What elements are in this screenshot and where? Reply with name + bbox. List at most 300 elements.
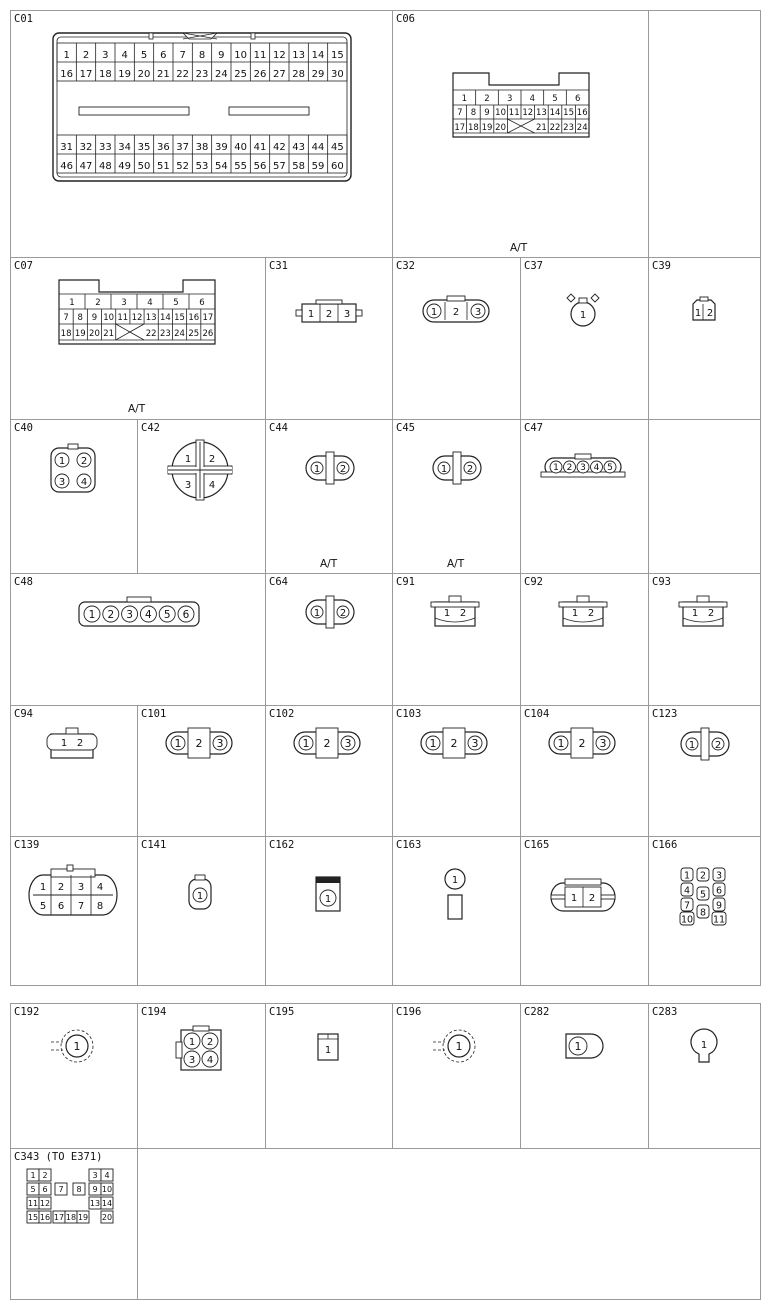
pin-15: 15 — [563, 108, 575, 118]
note-at: A/T — [447, 558, 465, 570]
cell-C47 — [520, 419, 649, 574]
connector-label: C45 — [396, 422, 415, 434]
pin-2: 2 — [323, 737, 331, 750]
cell-C07 — [10, 257, 266, 420]
pin-1: 1 — [324, 1045, 332, 1056]
pin-1: 1 — [440, 464, 448, 475]
connector-label: C195 — [269, 1006, 295, 1018]
pin-2: 2 — [57, 882, 65, 893]
connector-C48-diagram — [11, 574, 267, 707]
pin-40: 40 — [234, 142, 248, 153]
pin-10: 10 — [495, 108, 507, 118]
pin-5: 5 — [552, 94, 558, 104]
pin-1: 1 — [184, 454, 192, 465]
pin-1: 1 — [73, 1040, 81, 1053]
C166-pins — [680, 868, 726, 926]
pin-4: 4 — [208, 480, 216, 491]
connector-label: C91 — [396, 576, 415, 588]
pin-3: 3 — [471, 737, 479, 750]
cell-C94 — [10, 705, 138, 837]
pin-8: 8 — [96, 901, 104, 912]
connector-C141-diagram — [138, 837, 267, 987]
cell-empty-2 — [648, 419, 761, 574]
cell-C64 — [265, 573, 393, 706]
pin-20: 20 — [495, 123, 507, 133]
pin-2: 2 — [714, 740, 722, 751]
pin-9: 9 — [715, 900, 723, 912]
connector-label: C104 — [524, 708, 550, 720]
pin-53: 53 — [195, 161, 209, 172]
pin-28: 28 — [292, 69, 306, 80]
pin-2: 2 — [587, 608, 595, 619]
pin-1: 1 — [196, 891, 204, 902]
pin-38: 38 — [195, 142, 209, 153]
pin-20: 20 — [137, 69, 151, 80]
pin-4: 4 — [80, 477, 88, 488]
connector-C194-diagram — [138, 1004, 267, 1150]
pin-1: 1 — [683, 870, 691, 882]
connector-label: C194 — [141, 1006, 167, 1018]
pin-2: 2 — [206, 1037, 214, 1048]
pin-2: 2 — [82, 50, 90, 61]
pin-19: 19 — [74, 329, 86, 339]
pin-46: 46 — [60, 161, 74, 172]
pin-3: 3 — [474, 307, 482, 318]
pin-4: 4 — [104, 1171, 110, 1180]
connector-C283-diagram — [649, 1004, 762, 1150]
pin-3: 3 — [126, 608, 133, 621]
pin-2: 2 — [195, 737, 203, 750]
pin-2: 2 — [706, 308, 714, 319]
pin-18: 18 — [65, 1213, 77, 1222]
pin-6: 6 — [199, 298, 205, 308]
pin-9: 9 — [484, 108, 490, 118]
pin-2: 2 — [325, 309, 333, 320]
pin-8: 8 — [198, 50, 206, 61]
connector-label: C47 — [524, 422, 543, 434]
cell-C48 — [10, 573, 266, 706]
connector-C47-diagram — [521, 420, 650, 575]
pin-39: 39 — [214, 142, 228, 153]
pin-10: 10 — [103, 313, 115, 323]
pin-9: 9 — [92, 1185, 98, 1194]
C01-pin-rows — [57, 43, 347, 173]
pin-48: 48 — [98, 161, 112, 172]
connector-C123-diagram — [649, 706, 762, 838]
pin-1: 1 — [313, 464, 321, 475]
connector-label: C48 — [14, 576, 33, 588]
pin-16: 16 — [188, 313, 200, 323]
pin-54: 54 — [214, 161, 228, 172]
C01-row2 — [60, 62, 347, 81]
connector-C139-diagram — [11, 837, 139, 987]
pin-23: 23 — [563, 123, 575, 133]
pin-19: 19 — [481, 123, 493, 133]
cell-C194 — [137, 1003, 266, 1149]
pin-56: 56 — [253, 161, 267, 172]
pin-2: 2 — [95, 298, 101, 308]
pin-32: 32 — [79, 142, 93, 153]
pin-19: 19 — [118, 69, 132, 80]
connector-label: C162 — [269, 839, 295, 851]
pin-25: 25 — [188, 329, 200, 339]
pin-1: 1 — [574, 1040, 582, 1053]
connector-C192-diagram — [11, 1004, 139, 1150]
connector-C44-diagram — [266, 420, 394, 575]
pin-24: 24 — [576, 123, 588, 133]
pin-1: 1 — [557, 737, 565, 750]
pin-16: 16 — [576, 108, 588, 118]
connector-label: C123 — [652, 708, 678, 720]
pin-5: 5 — [173, 298, 179, 308]
connector-label: C94 — [14, 708, 33, 720]
pin-6: 6 — [574, 94, 581, 104]
connector-C104-diagram — [521, 706, 650, 838]
pin-26: 26 — [202, 329, 214, 339]
connector-C166-diagram — [649, 837, 762, 987]
cell-C01 — [10, 10, 393, 258]
pin-3: 3 — [184, 480, 192, 491]
cell-C101 — [137, 705, 266, 837]
connector-label: C166 — [652, 839, 678, 851]
pin-3: 3 — [102, 50, 109, 61]
pin-2: 2 — [450, 737, 458, 750]
pin-7: 7 — [58, 1185, 64, 1194]
pin-7: 7 — [179, 50, 186, 61]
pin-29: 29 — [311, 69, 325, 80]
pin-44: 44 — [311, 142, 325, 153]
cell-C195 — [265, 1003, 393, 1149]
connector-label: C64 — [269, 576, 288, 588]
pin-1: 1 — [688, 740, 696, 751]
cell-C165 — [520, 836, 649, 986]
connector-label: C44 — [269, 422, 288, 434]
pin-1: 1 — [691, 608, 699, 619]
pin-57: 57 — [272, 161, 286, 172]
cell-empty-3 — [137, 1148, 761, 1300]
connector-label: C192 — [14, 1006, 40, 1018]
pin-21: 21 — [156, 69, 170, 80]
connector-label: C141 — [141, 839, 167, 851]
connector-label: C39 — [652, 260, 671, 272]
pin-51: 51 — [156, 161, 170, 172]
cell-C166 — [648, 836, 761, 986]
pin-3: 3 — [343, 309, 351, 320]
connector-label: C283 — [652, 1006, 678, 1018]
cell-C91 — [392, 573, 521, 706]
pin-1: 1 — [60, 738, 68, 749]
pin-30: 30 — [330, 69, 344, 80]
C01-row3 — [60, 135, 347, 154]
pin-12: 12 — [522, 108, 534, 118]
pin-1: 1 — [451, 875, 459, 886]
connector-label: C92 — [524, 576, 543, 588]
pin-12: 12 — [131, 313, 143, 323]
pin-24: 24 — [174, 329, 185, 339]
connector-C103-diagram — [393, 706, 522, 838]
pin-6: 6 — [57, 901, 65, 912]
pin-13: 13 — [145, 313, 157, 323]
pin-4: 4 — [121, 50, 128, 61]
pin-11: 11 — [117, 313, 129, 323]
cell-C141 — [137, 836, 266, 986]
connector-label: C40 — [14, 422, 33, 434]
pin-2: 2 — [208, 454, 216, 465]
connector-C93-diagram — [649, 574, 762, 707]
pin-52: 52 — [176, 161, 190, 172]
connector-label: C103 — [396, 708, 422, 720]
pin-31: 31 — [60, 142, 74, 153]
pin-2: 2 — [80, 456, 88, 467]
cell-C343 — [10, 1148, 138, 1300]
pin-6: 6 — [715, 885, 723, 897]
pin-22: 22 — [145, 329, 157, 339]
pin-1: 1 — [302, 737, 310, 750]
cell-C32 — [392, 257, 521, 420]
pin-4: 4 — [145, 608, 152, 621]
pin-1: 1 — [88, 608, 96, 621]
pin-5: 5 — [699, 889, 707, 901]
cell-C44 — [265, 419, 393, 574]
pin-47: 47 — [79, 161, 93, 172]
pin-3: 3 — [77, 882, 85, 893]
C343-pins — [27, 1169, 113, 1223]
cell-C282 — [520, 1003, 649, 1149]
connector-label: C102 — [269, 708, 295, 720]
pin-1: 1 — [570, 893, 578, 904]
pin-20: 20 — [101, 1213, 113, 1222]
cell-C163 — [392, 836, 521, 986]
pin-14: 14 — [549, 108, 561, 118]
connector-C94-diagram — [11, 706, 139, 838]
pin-23: 23 — [195, 69, 209, 80]
pin-5: 5 — [607, 463, 613, 474]
pin-18: 18 — [98, 69, 112, 80]
pin-4: 4 — [683, 885, 691, 897]
pin-15: 15 — [27, 1213, 39, 1222]
pin-13: 13 — [292, 50, 306, 61]
connector-label: C282 — [524, 1006, 550, 1018]
pin-20: 20 — [89, 329, 100, 339]
cell-C283 — [648, 1003, 761, 1149]
pin-3: 3 — [344, 737, 352, 750]
pin-5: 5 — [39, 901, 47, 912]
connector-C40-diagram — [11, 420, 139, 575]
pin-9: 9 — [218, 50, 225, 61]
pin-43: 43 — [292, 142, 306, 153]
pin-41: 41 — [253, 142, 267, 153]
pin-11: 11 — [508, 108, 520, 118]
note-at: A/T — [510, 242, 528, 254]
pin-16: 16 — [60, 69, 74, 80]
cell-C93 — [648, 573, 761, 706]
cell-C103 — [392, 705, 521, 837]
pin-59: 59 — [311, 161, 325, 172]
cell-C102 — [265, 705, 393, 837]
pin-15: 15 — [330, 50, 344, 61]
pin-6: 6 — [182, 608, 190, 621]
pin-22: 22 — [176, 69, 190, 80]
pin-50: 50 — [137, 161, 151, 172]
connector-C06-diagram — [393, 11, 650, 259]
pin-22: 22 — [549, 123, 561, 133]
pin-9: 9 — [91, 313, 98, 323]
cell-C196 — [392, 1003, 521, 1149]
note-at: A/T — [128, 403, 146, 415]
pin-3: 3 — [715, 870, 723, 882]
pin-1: 1 — [571, 608, 579, 619]
cell-C06 — [392, 10, 649, 258]
pin-37: 37 — [176, 142, 190, 153]
pin-3: 3 — [92, 1171, 98, 1180]
connector-C92-diagram — [521, 574, 650, 707]
connector-label: C101 — [141, 708, 167, 720]
connector-C45-diagram — [393, 420, 522, 575]
pin-2: 2 — [107, 608, 115, 621]
pin-5: 5 — [140, 50, 148, 61]
connector-label: C06 — [396, 13, 415, 25]
cell-C31 — [265, 257, 393, 420]
cell-empty-1 — [648, 10, 761, 258]
pin-1: 1 — [30, 1171, 36, 1180]
pin-4: 4 — [147, 298, 153, 308]
pin-58: 58 — [292, 161, 306, 172]
pin-27: 27 — [272, 69, 286, 80]
pin-11: 11 — [712, 914, 726, 926]
pin-4: 4 — [206, 1055, 214, 1066]
pin-6: 6 — [42, 1185, 48, 1194]
connector-label: C31 — [269, 260, 288, 272]
connector-label: C139 — [14, 839, 40, 851]
connector-C196-diagram — [393, 1004, 522, 1150]
pin-7: 7 — [457, 108, 463, 118]
pin-3: 3 — [188, 1055, 196, 1066]
pin-14: 14 — [311, 50, 325, 61]
C47-pins — [550, 461, 616, 473]
pin-60: 60 — [330, 161, 344, 172]
C01-row1 — [63, 43, 347, 62]
pin-36: 36 — [156, 142, 170, 153]
connector-label: C01 — [14, 13, 33, 25]
pin-2: 2 — [588, 893, 596, 904]
pin-45: 45 — [330, 142, 344, 153]
pin-1: 1 — [430, 307, 438, 318]
pin-3: 3 — [121, 298, 127, 308]
pin-1: 1 — [429, 737, 437, 750]
cell-C92 — [520, 573, 649, 706]
connector-C195-diagram — [266, 1004, 394, 1150]
cell-C104 — [520, 705, 649, 837]
connector-label: C42 — [141, 422, 160, 434]
pin-23: 23 — [159, 329, 171, 339]
pin-2: 2 — [452, 307, 460, 318]
pin-12: 12 — [39, 1199, 51, 1208]
pin-1: 1 — [63, 50, 70, 61]
pin-8: 8 — [699, 907, 707, 919]
connector-label: C165 — [524, 839, 550, 851]
C01-row4 — [60, 154, 347, 173]
pin-1: 1 — [455, 1040, 463, 1053]
pin-15: 15 — [174, 313, 185, 323]
connector-C102-diagram — [266, 706, 394, 838]
pin-13: 13 — [89, 1199, 101, 1208]
cell-C40 — [10, 419, 138, 574]
connector-C42-diagram — [138, 420, 267, 575]
connector-label: C37 — [524, 260, 543, 272]
pin-2: 2 — [459, 608, 467, 619]
connector-C343-diagram — [11, 1149, 139, 1301]
pin-42: 42 — [272, 142, 286, 153]
pin-16: 16 — [39, 1213, 51, 1222]
pin-17: 17 — [202, 313, 214, 323]
pin-33: 33 — [98, 142, 112, 153]
pin-24: 24 — [214, 69, 228, 80]
connector-C01-diagram — [11, 11, 394, 259]
pin-21: 21 — [103, 329, 115, 339]
connector-C39-diagram — [649, 258, 762, 421]
connector-C64-diagram — [266, 574, 394, 707]
pin-3: 3 — [58, 477, 66, 488]
connector-label: C07 — [14, 260, 33, 272]
pin-2: 2 — [699, 870, 707, 882]
pin-1: 1 — [39, 882, 47, 893]
pin-35: 35 — [137, 142, 151, 153]
connector-C32-diagram — [393, 258, 522, 421]
pin-55: 55 — [234, 161, 248, 172]
connector-C162-diagram — [266, 837, 394, 987]
pin-14: 14 — [101, 1199, 113, 1208]
pin-2: 2 — [466, 464, 474, 475]
pin-2: 2 — [339, 464, 347, 475]
pin-8: 8 — [76, 1185, 82, 1194]
pin-5: 5 — [30, 1185, 36, 1194]
pin-2: 2 — [339, 608, 347, 619]
cell-C37 — [520, 257, 649, 420]
pin-26: 26 — [253, 69, 267, 80]
pin-1: 1 — [313, 608, 321, 619]
pin-25: 25 — [234, 69, 248, 80]
pin-2: 2 — [484, 94, 490, 104]
pin-2: 2 — [707, 608, 715, 619]
pin-7: 7 — [63, 313, 69, 323]
cell-C139 — [10, 836, 138, 986]
pin-34: 34 — [118, 142, 132, 153]
connector-C282-diagram — [521, 1004, 650, 1150]
C31-pins — [308, 309, 350, 320]
pin-2: 2 — [566, 463, 573, 474]
pin-8: 8 — [470, 108, 477, 118]
connector-label: C196 — [396, 1006, 422, 1018]
connector-C163-diagram — [393, 837, 522, 987]
pin-4: 4 — [593, 463, 600, 474]
pin-2: 2 — [578, 737, 586, 750]
pin-18: 18 — [60, 329, 72, 339]
pin-10: 10 — [101, 1185, 113, 1194]
pin-12: 12 — [272, 50, 286, 61]
cell-C42 — [137, 419, 266, 574]
pin-1: 1 — [579, 310, 587, 321]
cell-C45 — [392, 419, 521, 574]
cell-C192 — [10, 1003, 138, 1149]
pin-14: 14 — [159, 313, 171, 323]
pin-17: 17 — [79, 69, 93, 80]
connector-C07-diagram — [11, 258, 267, 421]
pin-1: 1 — [553, 463, 559, 474]
pin-1: 1 — [443, 608, 451, 619]
pin-3: 3 — [580, 463, 586, 474]
pin-1: 1 — [307, 309, 315, 320]
pin-3: 3 — [599, 737, 607, 750]
